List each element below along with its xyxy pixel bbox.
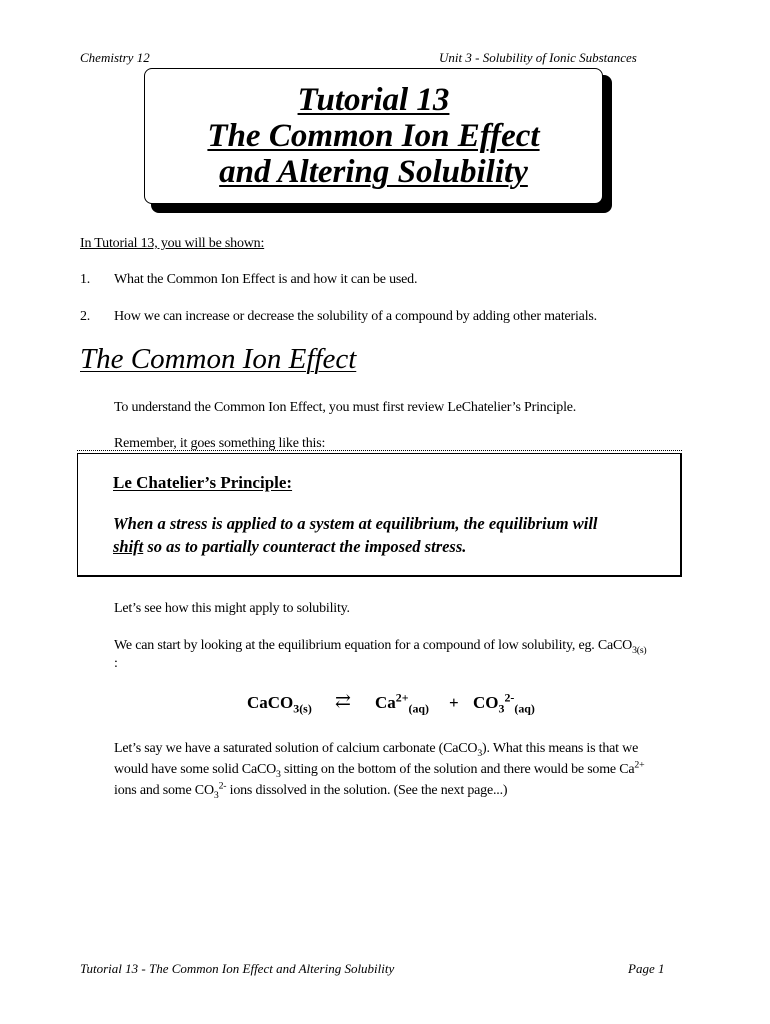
section-heading: The Common Ion Effect — [80, 343, 357, 375]
body-p5-sub-2: 3 — [276, 768, 281, 780]
body-paragraph-3: Let’s see how this might apply to solubility. — [114, 601, 350, 616]
equation-ion-1-symbol: Ca — [375, 693, 396, 712]
principle-title: Le Chatelier’s Principle: — [113, 473, 293, 492]
equation-ion-2-symbol: CO — [473, 693, 499, 712]
dotted-divider — [77, 450, 682, 451]
body-p5-line-2-mid: sitting on the bottom of the solution and there would be some Ca — [280, 762, 635, 777]
body-p5-line-3: ions and some CO — [114, 783, 214, 798]
principle-line-2: so as to partially counteract the imposed stress. — [143, 537, 467, 556]
title-line-3: and Altering Solubility — [219, 154, 528, 190]
body-p5-line-1: Let’s say we have a saturated solution of calcium carbonate (CaCO — [114, 741, 478, 756]
body-paragraph-5 — [114, 738, 694, 801]
body-p4-text: We can start by looking at the equilibrium equation for a compound of low solubility, eg. CaCO — [114, 638, 633, 653]
body-p5-sup-2: 2+ — [634, 759, 645, 771]
body-p4-subscript: 3(s) — [632, 644, 647, 656]
title-line-1: Tutorial 13 — [297, 82, 450, 118]
body-p5-line-1-end: ). What this means is that we — [482, 741, 639, 756]
equilibrium-arrow-icon: ⇄ — [335, 691, 351, 712]
intro-item-2-number: 2. — [80, 309, 91, 324]
equation-ion-1 — [375, 690, 429, 716]
equation-ion-1-charge: 2+ — [395, 690, 409, 705]
intro-lead: In Tutorial 13, you will be shown: — [80, 236, 265, 251]
body-p4-colon: : — [114, 656, 118, 671]
equation-ion-2-state: (aq) — [514, 701, 535, 716]
body-p5-line-3-end: ions dissolved in the solution. (See the next page...) — [226, 783, 508, 798]
footer-title: Tutorial 13 - The Common Ion Effect and Altering Solubility — [80, 961, 395, 976]
body-p5-line-2: would have some solid CaCO — [114, 762, 277, 777]
intro-item-1-number: 1. — [80, 272, 91, 287]
body-p5-sub-1: 3 — [477, 747, 483, 759]
intro-item-1-text: What the Common Ion Effect is and how it can be used. — [114, 272, 418, 287]
equation-reactant-state: 3(s) — [293, 701, 312, 716]
equation-reactant — [247, 693, 312, 716]
header-course: Chemistry 12 — [80, 50, 150, 65]
principle-shift-word: shift — [113, 537, 144, 556]
intro-item-2-text: How we can increase or decrease the solubility of a compound by adding other materials. — [114, 309, 597, 324]
title-line-2: The Common Ion Effect — [207, 118, 540, 154]
body-p5-sub-3: 3 — [213, 789, 219, 801]
equation-plus: + — [449, 693, 459, 712]
footer-page-number: Page 1 — [628, 961, 665, 976]
section-paragraph-1: To understand the Common Ion Effect, you must first review LeChatelier’s Principle. — [114, 400, 577, 415]
principle-line-1: When a stress is applied to a system at equilibrium, the equilibrium will — [113, 514, 598, 533]
equation-ion-2 — [473, 690, 535, 716]
equation-ion-2-charge: 2- — [504, 690, 515, 705]
equation-ion-1-state: (aq) — [408, 701, 429, 716]
section-paragraph-2: Remember, it goes something like this: — [114, 436, 326, 451]
principle-statement — [113, 512, 673, 558]
equation-ion-2-subscript: 3 — [498, 701, 505, 716]
header-unit: Unit 3 - Solubility of Ionic Substances — [439, 50, 637, 65]
equation-reactant-formula: CaCO — [247, 693, 294, 712]
body-paragraph-4 — [114, 637, 694, 673]
body-p5-sup-3: 2- — [218, 780, 227, 792]
